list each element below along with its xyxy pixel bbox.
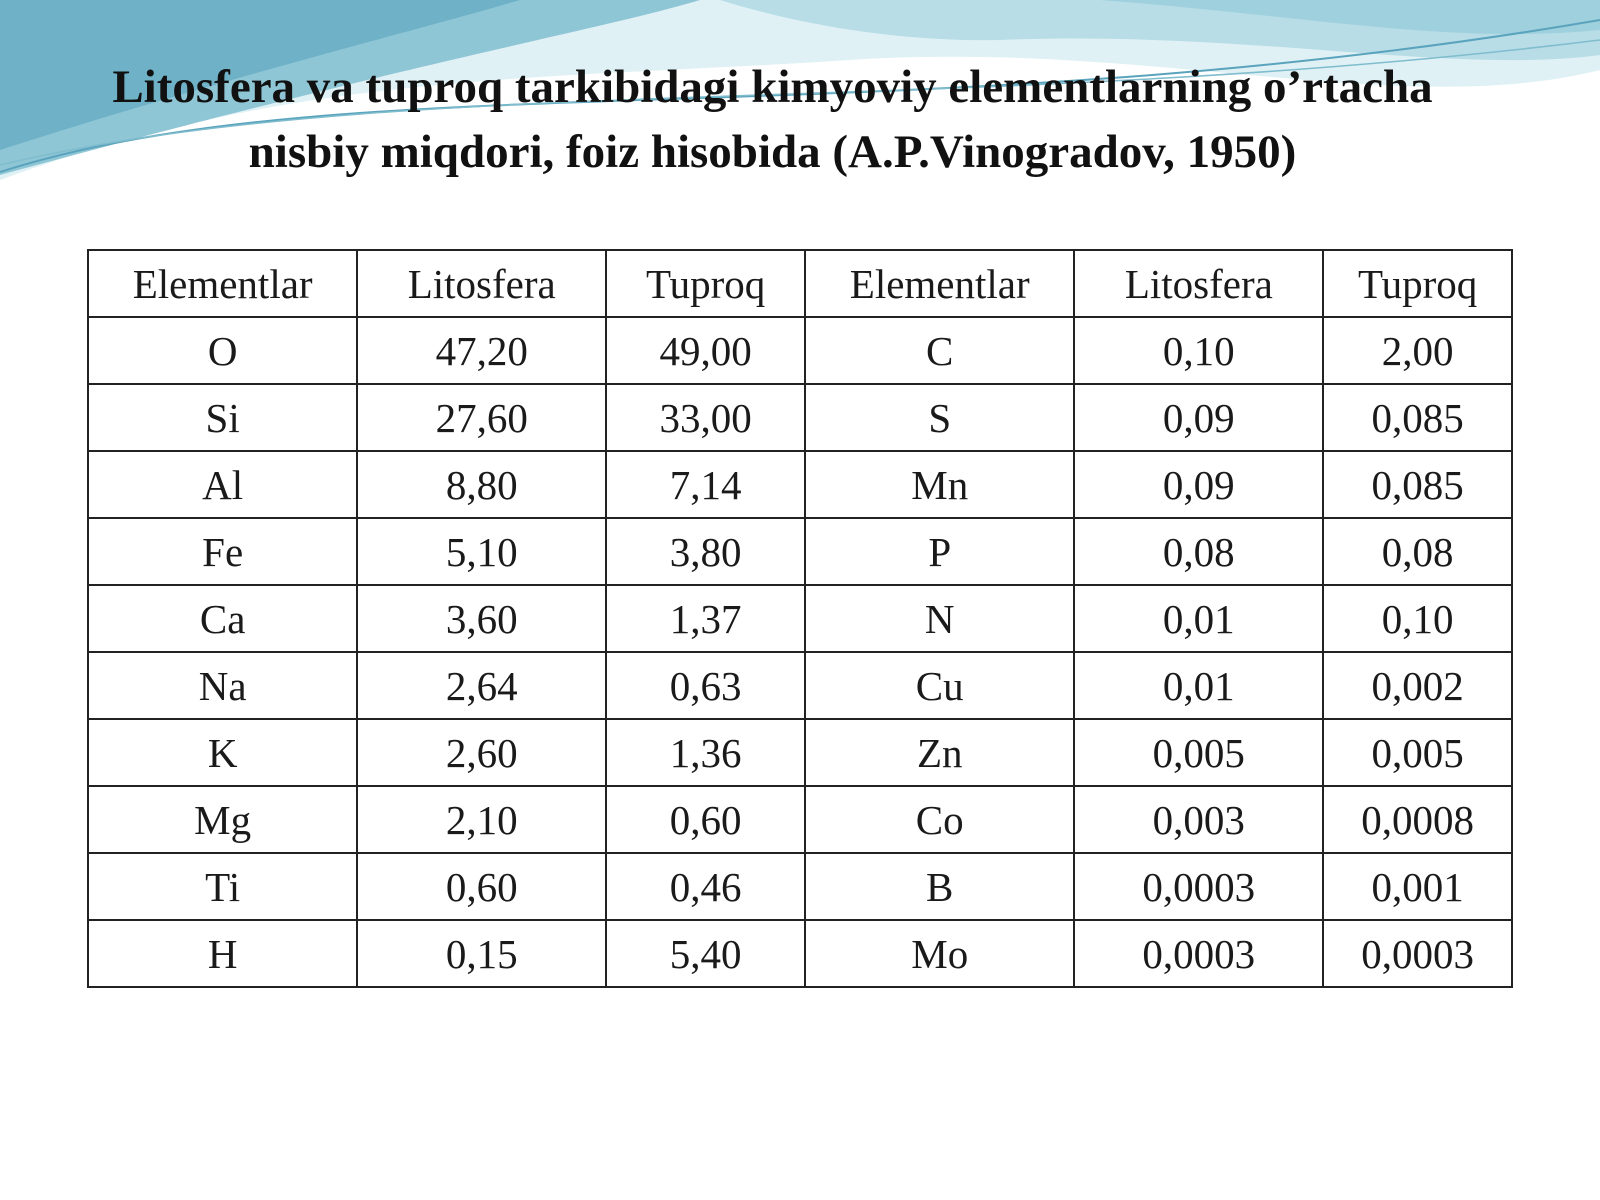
soil-cell: 3,80 [606,518,805,585]
element-cell: K [88,719,357,786]
element-cell: N [805,585,1074,652]
table-row [88,317,1512,384]
element-cell: P [805,518,1074,585]
lithosphere-cell: 27,60 [357,384,606,451]
element-cell: Zn [805,719,1074,786]
lithosphere-cell: 8,80 [357,451,606,518]
soil-cell: 49,00 [606,317,805,384]
lithosphere-cell: 0,0003 [1074,920,1323,987]
elements-table [87,249,1513,988]
lithosphere-cell: 0,09 [1074,384,1323,451]
soil-cell: 0,085 [1323,384,1512,451]
table-row [88,652,1512,719]
element-cell: Mg [88,786,357,853]
header-cell: Elementlar [805,250,1074,317]
title-line-2: nisbiy miqdori, foiz hisobida (A.P.Vinogradov, 1950) [248,126,1297,178]
lithosphere-cell: 0,60 [357,853,606,920]
lithosphere-cell: 0,0003 [1074,853,1323,920]
element-cell: C [805,317,1074,384]
lithosphere-cell: 0,003 [1074,786,1323,853]
element-cell: S [805,384,1074,451]
element-cell: Cu [805,652,1074,719]
title-line-1: Litosfera va tuproq tarkibidagi kimyoviy elementlarning o’rtacha [112,61,1433,113]
lithosphere-cell: 0,08 [1074,518,1323,585]
table-header-row [88,250,1512,317]
element-cell: Si [88,384,357,451]
soil-cell: 33,00 [606,384,805,451]
element-cell: Mo [805,920,1074,987]
table-row [88,920,1512,987]
table-row [88,786,1512,853]
element-cell: O [88,317,357,384]
slide-title [0,55,1545,185]
soil-cell: 5,40 [606,920,805,987]
lithosphere-cell: 2,60 [357,719,606,786]
soil-cell: 2,00 [1323,317,1512,384]
element-cell: Ti [88,853,357,920]
lithosphere-cell: 3,60 [357,585,606,652]
soil-cell: 7,14 [606,451,805,518]
soil-cell: 0,08 [1323,518,1512,585]
soil-cell: 0,10 [1323,585,1512,652]
element-cell: Co [805,786,1074,853]
table-row [88,384,1512,451]
lithosphere-cell: 0,15 [357,920,606,987]
header-cell: Elementlar [88,250,357,317]
soil-cell: 0,005 [1323,719,1512,786]
element-cell: B [805,853,1074,920]
element-cell: Mn [805,451,1074,518]
header-cell: Litosfera [357,250,606,317]
soil-cell: 0,46 [606,853,805,920]
element-cell: Fe [88,518,357,585]
soil-cell: 0,63 [606,652,805,719]
element-cell: Ca [88,585,357,652]
header-cell: Litosfera [1074,250,1323,317]
lithosphere-cell: 2,10 [357,786,606,853]
lithosphere-cell: 5,10 [357,518,606,585]
table-row [88,518,1512,585]
soil-cell: 0,0003 [1323,920,1512,987]
lithosphere-cell: 47,20 [357,317,606,384]
soil-cell: 1,36 [606,719,805,786]
soil-cell: 0,085 [1323,451,1512,518]
table-row [88,719,1512,786]
header-cell: Tuproq [1323,250,1512,317]
lithosphere-cell: 2,64 [357,652,606,719]
element-cell: Al [88,451,357,518]
lithosphere-cell: 0,10 [1074,317,1323,384]
lithosphere-cell: 0,01 [1074,585,1323,652]
soil-cell: 1,37 [606,585,805,652]
table-row [88,585,1512,652]
soil-cell: 0,60 [606,786,805,853]
element-cell: Na [88,652,357,719]
table-row [88,853,1512,920]
soil-cell: 0,0008 [1323,786,1512,853]
element-cell: H [88,920,357,987]
lithosphere-cell: 0,09 [1074,451,1323,518]
header-cell: Tuproq [606,250,805,317]
soil-cell: 0,002 [1323,652,1512,719]
lithosphere-cell: 0,005 [1074,719,1323,786]
soil-cell: 0,001 [1323,853,1512,920]
table-row [88,451,1512,518]
lithosphere-cell: 0,01 [1074,652,1323,719]
